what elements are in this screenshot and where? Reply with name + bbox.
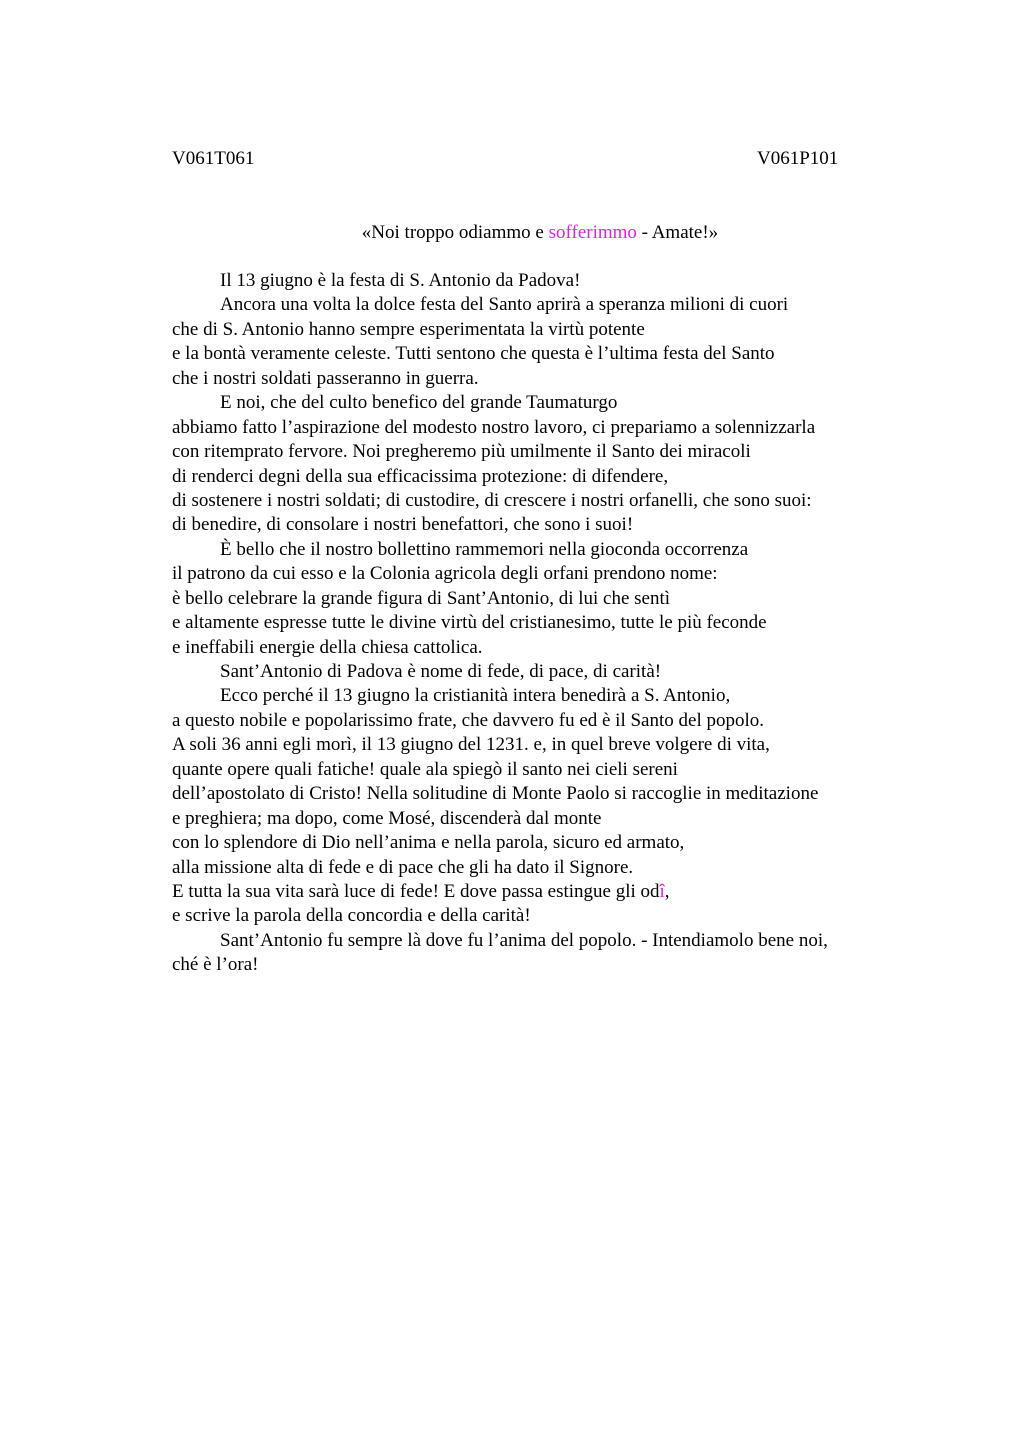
text-line: Ancora una volta la dolce festa del Santo aprirà a speranza milioni di cuori: [220, 294, 789, 316]
text-line: di sostenere i nostri soldati; di custodire, di crescere i nostri orfanelli, che sono suoi:: [172, 489, 812, 511]
text-line: Sant’Antonio fu sempre là dove fu l’anima del popolo. - Intendiamolo bene noi,: [220, 929, 828, 951]
text-line: è bello celebrare la grande figura di Sant’Antonio, di lui che sentì: [172, 587, 671, 609]
text-line: A soli 36 anni egli morì, il 13 giugno del 1231. e, in quel breve volgere di vita,: [172, 734, 770, 756]
text-line: alla missione alta di fede e di pace che gli ha dato il Signore.: [172, 856, 634, 878]
text-line: e scrive la parola della concordia e della carità!: [172, 905, 531, 927]
document-title: [0, 222, 1024, 244]
text-line: quante opere quali fatiche! quale ala spiegò il santo nei cieli sereni: [172, 758, 678, 780]
text-line: a questo nobile e popolarissimo frate, che davvero fu ed è il Santo del popolo.: [172, 709, 765, 731]
text-line: e la bontà veramente celeste. Tutti sentono che questa è l’ultima festa del Santo: [172, 343, 775, 365]
text-line: E noi, che del culto benefico del grande Taumaturgo: [220, 392, 618, 414]
title-text-before: «Noi troppo odiammo e: [361, 222, 549, 243]
text-line: e preghiera; ma dopo, come Mosé, discenderà dal monte: [172, 807, 602, 829]
text-line: di renderci degni della sua efficacissima protezione: di difendere,: [172, 465, 669, 487]
title-text-after: - Amate!»: [636, 222, 719, 243]
text-line: Ecco perché il 13 giugno la cristianità intera benedirà a S. Antonio,: [220, 685, 731, 707]
text-line: ché è l’ora!: [172, 954, 259, 976]
text-line: che di S. Antonio hanno sempre esperimentata la virtù potente: [172, 318, 645, 340]
text-line: con ritemprato fervore. Noi pregheremo più umilmente il Santo dei miracoli: [172, 441, 751, 463]
line-highlight: î: [659, 880, 665, 902]
header-left-code: V061T061: [172, 148, 255, 169]
text-line: di benedire, di consolare i nostri benefattori, che sono i suoi!: [172, 514, 634, 536]
title-highlight: sofferimmo: [548, 222, 637, 243]
text-line: Il 13 giugno è la festa di S. Antonio da Padova!: [220, 270, 581, 291]
text-line: e altamente espresse tutte le divine virtù del cristianesimo, tutte le più feconde: [172, 612, 767, 634]
text-line: che i nostri soldati passeranno in guerra.: [172, 367, 479, 389]
text-line: il patrono da cui esso e la Colonia agricola degli orfani prendono nome:: [172, 563, 718, 585]
body-text: [172, 269, 902, 978]
line-text-before: E tutta la sua vita sarà luce di fede! E dove passa estingue gli od: [172, 880, 660, 902]
text-line: Sant’Antonio di Padova è nome di fede, di pace, di carità!: [220, 661, 662, 682]
text-line: con lo splendore di Dio nell’anima e nella parola, sicuro ed armato,: [172, 832, 685, 854]
text-line: e ineffabili energie della chiesa cattolica.: [172, 636, 483, 658]
text-line: È bello che il nostro bollettino rammemori nella gioconda occorrenza: [220, 538, 749, 560]
text-line: abbiamo fatto l’aspirazione del modesto nostro lavoro, ci prepariamo a solennizzarla: [172, 416, 816, 438]
line-text-after: ,: [664, 880, 670, 902]
text-line-highlighted: [172, 880, 902, 904]
header-right-code: V061P101: [757, 148, 839, 169]
text-line: dell’apostolato di Cristo! Nella solitudine di Monte Paolo si raccoglie in meditazione: [172, 783, 819, 805]
